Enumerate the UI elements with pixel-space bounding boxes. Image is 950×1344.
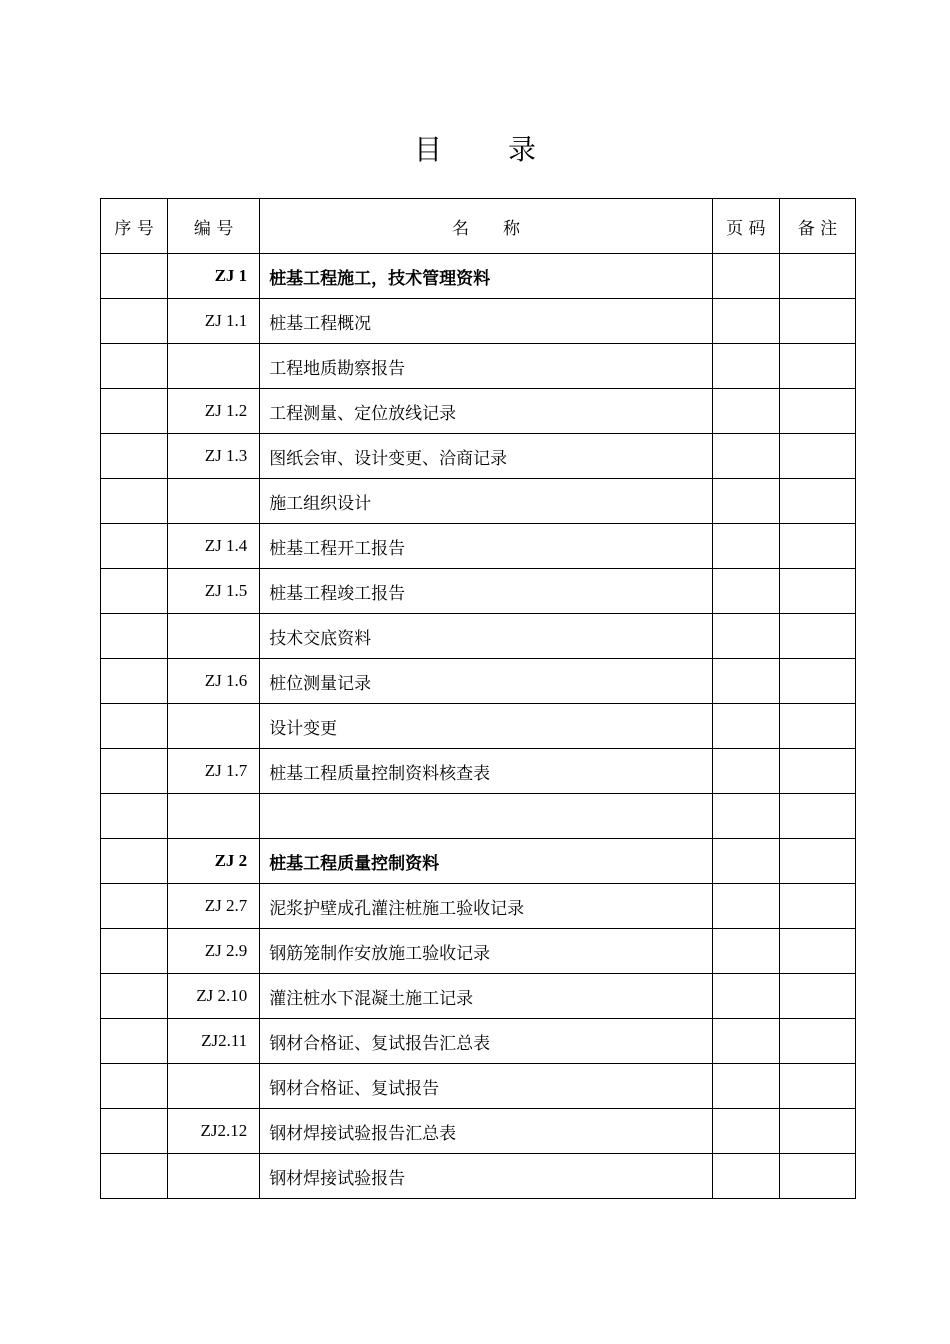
- cell-seq: [101, 929, 168, 974]
- cell-seq: [101, 1019, 168, 1064]
- cell-name: 技术交底资料: [260, 614, 713, 659]
- cell-note: [779, 479, 855, 524]
- cell-note: [779, 1154, 855, 1199]
- cell-seq: [101, 434, 168, 479]
- cell-code: [168, 794, 260, 839]
- cell-page: [712, 1154, 779, 1199]
- cell-page: [712, 524, 779, 569]
- cell-page: [712, 704, 779, 749]
- table-row: [101, 839, 856, 884]
- cell-seq: [101, 479, 168, 524]
- header-name: 名 称: [260, 199, 713, 254]
- cell-code: ZJ 1.2: [168, 389, 260, 434]
- cell-note: [779, 254, 855, 299]
- cell-seq: [101, 794, 168, 839]
- table-header: [101, 199, 856, 254]
- cell-page: [712, 344, 779, 389]
- cell-code: ZJ 1.6: [168, 659, 260, 704]
- cell-name: 桩基工程开工报告: [260, 524, 713, 569]
- cell-seq: [101, 1154, 168, 1199]
- cell-seq: [101, 1064, 168, 1109]
- table-row: [101, 479, 856, 524]
- cell-seq: [101, 524, 168, 569]
- table-row: [101, 1109, 856, 1154]
- cell-code: ZJ 1.4: [168, 524, 260, 569]
- cell-name: 图纸会审、设计变更、洽商记录: [260, 434, 713, 479]
- cell-name: 设计变更: [260, 704, 713, 749]
- cell-page: [712, 659, 779, 704]
- cell-name: 泥浆护壁成孔灌注桩施工验收记录: [260, 884, 713, 929]
- cell-page: [712, 1109, 779, 1154]
- cell-seq: [101, 569, 168, 614]
- cell-code: ZJ2.11: [168, 1019, 260, 1064]
- table-row: [101, 794, 856, 839]
- cell-name: [260, 794, 713, 839]
- table-row: [101, 344, 856, 389]
- cell-seq: [101, 299, 168, 344]
- title-char-2: 录: [508, 133, 537, 166]
- cell-code: ZJ 2.10: [168, 974, 260, 1019]
- cell-note: [779, 794, 855, 839]
- cell-note: [779, 614, 855, 659]
- cell-code: [168, 1064, 260, 1109]
- cell-note: [779, 1064, 855, 1109]
- cell-seq: [101, 389, 168, 434]
- cell-note: [779, 884, 855, 929]
- cell-page: [712, 1064, 779, 1109]
- cell-page: [712, 974, 779, 1019]
- table-row: [101, 254, 856, 299]
- cell-note: [779, 569, 855, 614]
- cell-note: [779, 974, 855, 1019]
- cell-name: 钢材合格证、复试报告: [260, 1064, 713, 1109]
- cell-code: ZJ 2: [168, 839, 260, 884]
- cell-note: [779, 1019, 855, 1064]
- cell-code: ZJ 2.7: [168, 884, 260, 929]
- toc-table: [100, 198, 856, 1199]
- table-row: [101, 1064, 856, 1109]
- cell-name: 桩基工程概况: [260, 299, 713, 344]
- title-char-1: 目: [413, 133, 442, 166]
- cell-seq: [101, 974, 168, 1019]
- cell-page: [712, 299, 779, 344]
- cell-note: [779, 839, 855, 884]
- header-code: 编 号: [168, 199, 260, 254]
- cell-code: ZJ 1.1: [168, 299, 260, 344]
- cell-page: [712, 749, 779, 794]
- header-seq: 序 号: [101, 199, 168, 254]
- table-row: [101, 1154, 856, 1199]
- cell-page: [712, 929, 779, 974]
- header-page: 页 码: [712, 199, 779, 254]
- table-row: [101, 749, 856, 794]
- table-row: [101, 524, 856, 569]
- table-row: [101, 614, 856, 659]
- cell-seq: [101, 659, 168, 704]
- header-note: 备 注: [779, 199, 855, 254]
- cell-page: [712, 479, 779, 524]
- cell-name: 桩基工程竣工报告: [260, 569, 713, 614]
- cell-code: ZJ2.12: [168, 1109, 260, 1154]
- table-row: [101, 299, 856, 344]
- table-row: [101, 884, 856, 929]
- cell-name: 钢材焊接试验报告: [260, 1154, 713, 1199]
- cell-code: ZJ 1: [168, 254, 260, 299]
- cell-name: 桩基工程施工，技术管理资料: [260, 254, 713, 299]
- cell-seq: [101, 344, 168, 389]
- table-row: [101, 434, 856, 479]
- cell-page: [712, 839, 779, 884]
- cell-code: ZJ 1.7: [168, 749, 260, 794]
- cell-seq: [101, 614, 168, 659]
- cell-page: [712, 884, 779, 929]
- cell-page: [712, 614, 779, 659]
- cell-note: [779, 344, 855, 389]
- cell-seq: [101, 1109, 168, 1154]
- toc-body: [101, 254, 856, 1199]
- cell-code: ZJ 1.3: [168, 434, 260, 479]
- cell-note: [779, 704, 855, 749]
- cell-name: 桩基工程质量控制资料: [260, 839, 713, 884]
- page-title: [0, 128, 950, 168]
- cell-note: [779, 434, 855, 479]
- cell-code: [168, 614, 260, 659]
- table-row: [101, 659, 856, 704]
- cell-seq: [101, 704, 168, 749]
- cell-note: [779, 389, 855, 434]
- table-row: [101, 569, 856, 614]
- table-row: [101, 929, 856, 974]
- table-row: [101, 704, 856, 749]
- cell-seq: [101, 884, 168, 929]
- table-row: [101, 1019, 856, 1064]
- cell-name: 施工组织设计: [260, 479, 713, 524]
- cell-note: [779, 1109, 855, 1154]
- cell-page: [712, 434, 779, 479]
- cell-name: 钢筋笼制作安放施工验收记录: [260, 929, 713, 974]
- cell-note: [779, 524, 855, 569]
- cell-name: 灌注桩水下混凝土施工记录: [260, 974, 713, 1019]
- table-row: [101, 974, 856, 1019]
- cell-name: 工程测量、定位放线记录: [260, 389, 713, 434]
- cell-name: 钢材合格证、复试报告汇总表: [260, 1019, 713, 1064]
- cell-note: [779, 929, 855, 974]
- cell-code: [168, 479, 260, 524]
- cell-name: 桩基工程质量控制资料核查表: [260, 749, 713, 794]
- cell-page: [712, 1019, 779, 1064]
- cell-seq: [101, 839, 168, 884]
- cell-code: [168, 1154, 260, 1199]
- cell-note: [779, 749, 855, 794]
- cell-seq: [101, 749, 168, 794]
- cell-code: [168, 704, 260, 749]
- cell-code: ZJ 2.9: [168, 929, 260, 974]
- cell-page: [712, 254, 779, 299]
- cell-note: [779, 659, 855, 704]
- cell-note: [779, 299, 855, 344]
- cell-code: ZJ 1.5: [168, 569, 260, 614]
- cell-name: 桩位测量记录: [260, 659, 713, 704]
- cell-name: 钢材焊接试验报告汇总表: [260, 1109, 713, 1154]
- cell-seq: [101, 254, 168, 299]
- cell-code: [168, 344, 260, 389]
- cell-name: 工程地质勘察报告: [260, 344, 713, 389]
- cell-page: [712, 794, 779, 839]
- cell-page: [712, 569, 779, 614]
- table-row: [101, 389, 856, 434]
- cell-page: [712, 389, 779, 434]
